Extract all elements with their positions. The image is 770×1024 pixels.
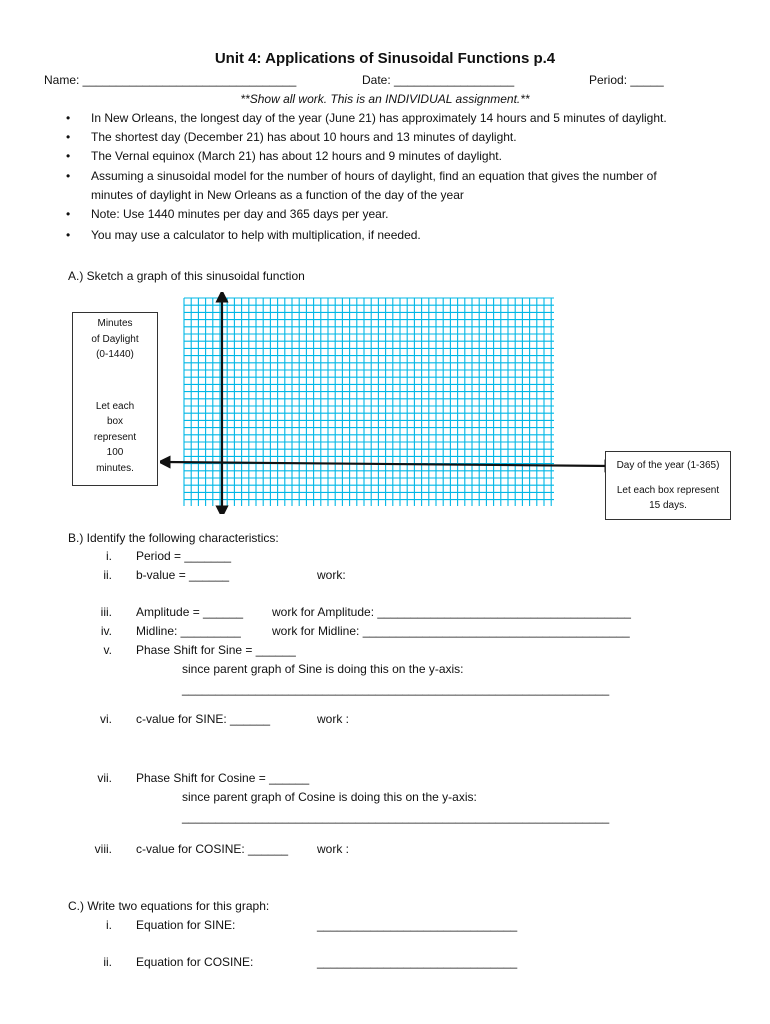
item-number: vii.	[97, 771, 112, 785]
bullet-icon: •	[66, 228, 71, 242]
item-number: viii.	[94, 842, 112, 856]
sine-equation-line[interactable]: ______________________________	[317, 918, 518, 932]
y-axis-label-line: represent	[93, 431, 137, 443]
item-number: iii.	[100, 605, 112, 619]
phase-shift-sine-answer[interactable]: Phase Shift for Sine = ______	[136, 643, 296, 657]
x-axis-label-box	[605, 451, 731, 520]
date-field[interactable]: Date: __________________	[362, 73, 515, 87]
name-field[interactable]: Name: ________________________________	[44, 73, 297, 87]
item-number: iv.	[100, 624, 112, 638]
x-axis-label-line: Let each box represent	[616, 484, 720, 496]
period-answer[interactable]: Period = _______	[136, 549, 232, 563]
x-axis-label-line: 15 days.	[649, 500, 687, 511]
item-number: ii.	[103, 955, 112, 969]
bullet-icon: •	[66, 207, 71, 221]
x-axis-label-line	[606, 474, 730, 483]
y-axis-label-line: box	[106, 416, 124, 427]
amplitude-answer[interactable]: Amplitude = ______	[136, 605, 244, 619]
list-item: Note: Use 1440 minutes per day and 365 days per year.	[91, 207, 389, 221]
item-number: v.	[103, 643, 112, 657]
y-axis-label-line: minutes.	[96, 462, 134, 474]
y-axis-label-box	[72, 312, 158, 486]
phase-shift-sine-prompt: since parent graph of Sine is doing this on the y-axis:	[182, 662, 464, 676]
item-number: i.	[106, 549, 112, 563]
y-axis-label-line: Minutes	[97, 318, 133, 329]
phase-shift-cosine-line[interactable]: ________________________________________________________________	[182, 810, 610, 824]
list-item: In New Orleans, the longest day of the year (June 21) has approximately 14 hours and 5 minutes of daylight.	[91, 111, 667, 125]
y-axis-label-line	[73, 363, 157, 399]
x-axis-label-line: Day of the year (1-365)	[616, 460, 720, 471]
c-value-sine-work[interactable]: work :	[317, 712, 350, 726]
part-a-heading: A.) Sketch a graph of this sinusoidal function	[68, 269, 305, 283]
phase-shift-cosine-prompt: since parent graph of Cosine is doing this on the y-axis:	[182, 790, 477, 804]
bullet-icon: •	[66, 149, 71, 163]
part-c-heading: C.) Write two equations for this graph:	[68, 899, 270, 913]
bullet-icon: •	[66, 130, 71, 144]
cosine-equation-label: Equation for COSINE:	[136, 955, 254, 969]
list-item: The shortest day (December 21) has about 10 hours and 13 minutes of daylight.	[91, 130, 517, 144]
instruction-text: **Show all work. This is an INDIVIDUAL assignment.**	[240, 92, 530, 106]
list-item: You may use a calculator to help with multiplication, if needed.	[91, 228, 421, 242]
phase-shift-sine-line[interactable]: ________________________________________________________________	[182, 682, 610, 696]
y-axis-label-line: (0-1440)	[96, 349, 134, 360]
midline-answer[interactable]: Midline: _________	[136, 624, 241, 638]
list-item: The Vernal equinox (March 21) has about 12 hours and 9 minutes of daylight.	[91, 149, 502, 163]
c-value-sine-answer[interactable]: c-value for SINE: ______	[136, 712, 271, 726]
cosine-equation-line[interactable]: ______________________________	[317, 955, 518, 969]
list-item-continued: minutes of daylight in New Orleans as a function of the day of the year	[91, 188, 464, 202]
bullet-icon: •	[66, 111, 71, 125]
list-item: Assuming a sinusoidal model for the number of hours of daylight, find an equation that gives the number of	[91, 169, 657, 183]
y-axis-label-line: 100	[106, 447, 124, 458]
y-axis-label-line: of Daylight	[91, 333, 139, 345]
c-value-cosine-work[interactable]: work :	[317, 842, 350, 856]
y-axis-label-line: Let each	[95, 400, 135, 412]
item-number: i.	[106, 918, 112, 932]
page-title: Unit 4: Applications of Sinusoidal Functions p.4	[214, 50, 556, 67]
item-number: vi.	[100, 712, 112, 726]
b-value-work[interactable]: work:	[317, 568, 346, 582]
graph-grid[interactable]	[160, 292, 615, 514]
sine-equation-label: Equation for SINE:	[136, 918, 236, 932]
b-value-answer[interactable]: b-value = ______	[136, 568, 230, 582]
c-value-cosine-answer[interactable]: c-value for COSINE: ______	[136, 842, 289, 856]
phase-shift-cosine-answer[interactable]: Phase Shift for Cosine = ______	[136, 771, 310, 785]
midline-work[interactable]: work for Midline: ________________________________________	[272, 624, 630, 638]
item-number: ii.	[103, 568, 112, 582]
part-b-heading: B.) Identify the following characteristics:	[68, 531, 279, 545]
amplitude-work[interactable]: work for Amplitude: ______________________________________	[272, 605, 631, 619]
period-field[interactable]: Period: _____	[589, 73, 664, 87]
bullet-icon: •	[66, 169, 71, 183]
